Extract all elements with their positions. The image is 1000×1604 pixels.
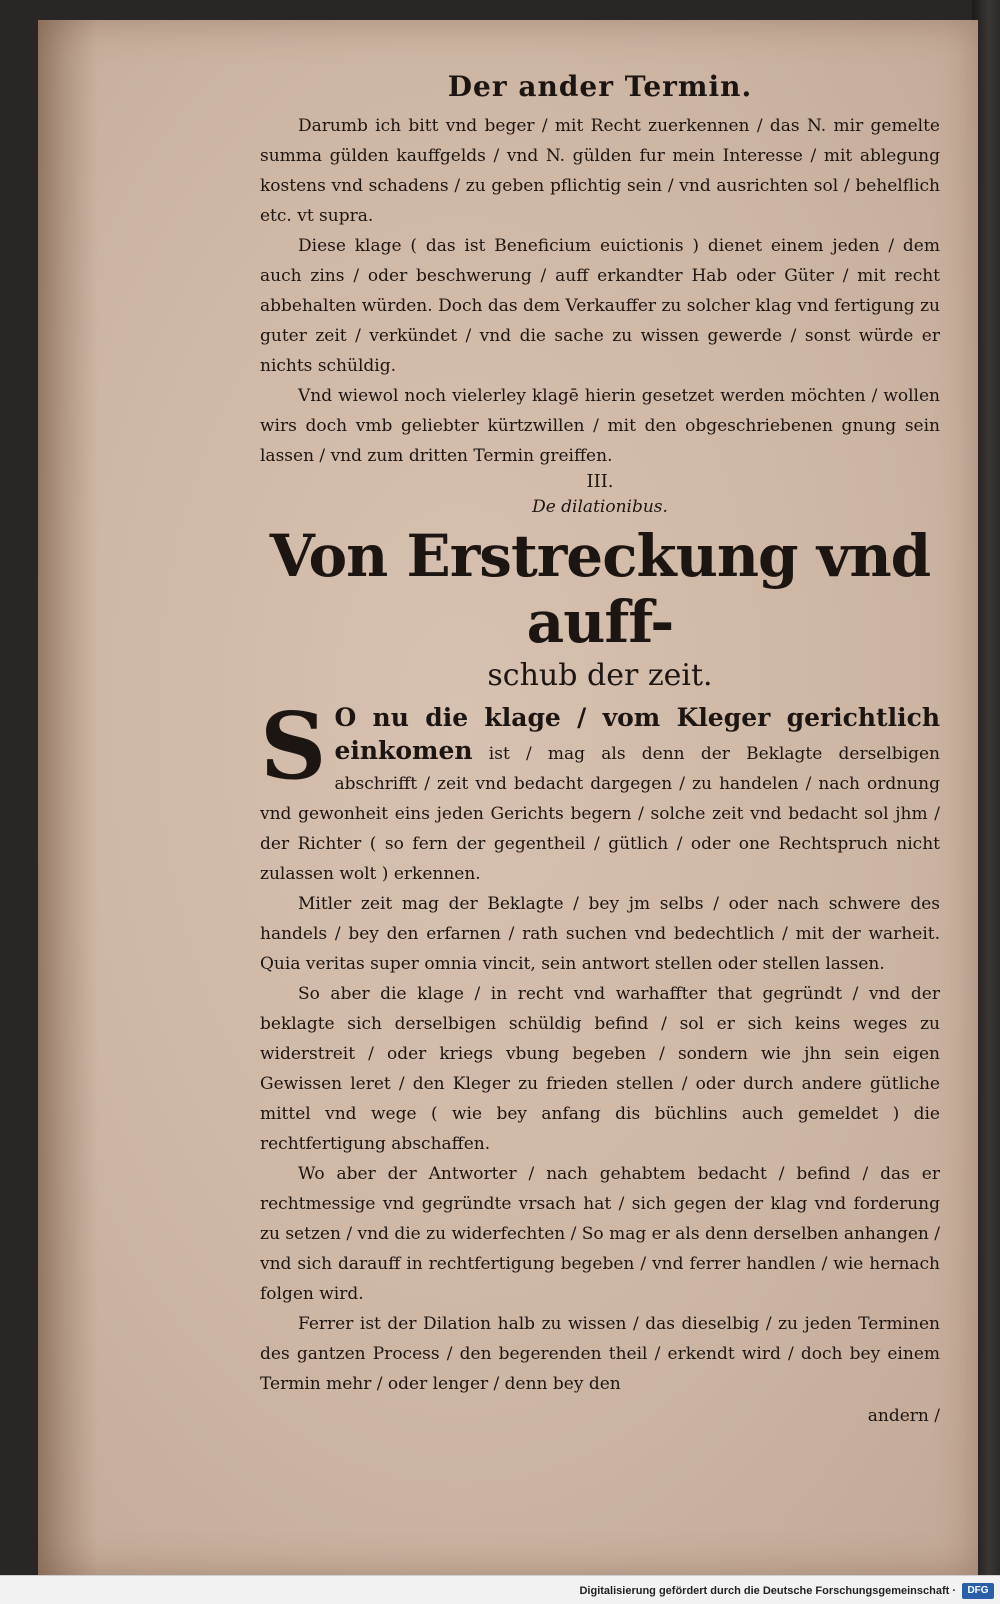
footer-credit: Digitalisierung gefördert durch die Deutsche Forschungsgemeinschaft · — [579, 1585, 956, 1597]
book-page — [38, 20, 978, 1576]
catchword: andern / — [867, 1406, 940, 1426]
paragraph-8: Ferrer ist der Dilation halb zu wissen / das dieselbig / zu jeden Terminen des gantzen Process / den begerenden theil / erkendt wird / doch bey einem Termin mehr / oder lenger / denn bey den — [260, 1314, 940, 1394]
running-head: Der ander Termin. — [447, 70, 753, 103]
spine-shadow — [38, 20, 98, 1576]
paragraph-3: Vnd wiewol noch vielerley klagē hierin gesetzet werden möchten / wollen wirs doch vmb geliebter kürtzwillen / mit den obgeschriebenen gnung sein lassen / vnd zum dritten Termin greiffen. — [260, 386, 940, 466]
footer-bar — [0, 1575, 1000, 1604]
paragraph-4-first-line: O nu die klage / vom Kleger gerichtlich einkomen — [334, 703, 940, 765]
drop-cap: S — [260, 692, 327, 800]
paragraph-1: Darumb ich bitt vnd beger / mit Recht zuerkennen / das N. mir gemelte summa gülden kauffgelds / vnd N. gülden fur mein Interesse / mit ablegung kostens vnd schadens / zu geben pflichtig sein / vnd ausrichten sol / behelflich etc. vt supra. — [260, 116, 940, 226]
paragraph-7: Wo aber der Antworter / nach gehabtem bedacht / befind / das er rechtmessige vnd gegründte vrsach hat / sich gegen der klag vnd forderung zu setzen / vnd die zu widerfechten / So mag er als denn derselben anhangen / vnd sich darauff in rechtfertigung begeben / vnd ferrer handlen / wie hernach folgen wird. — [260, 1164, 940, 1304]
chapter-title: Von Erstreckung vnd auff- — [269, 522, 931, 656]
page-text-block — [260, 70, 940, 1431]
latin-heading: De dilationibus. — [532, 497, 668, 517]
dfg-logo-icon: DFG — [962, 1583, 994, 1599]
paragraph-6: So aber die klage / in recht vnd warhaffter that gegründt / vnd der beklagte sich derselbigen schüldig befind / sol er sich keins weges zu widerstreit / oder kriegs vbung begeben / sondern wie jhn sein eigen Gewissen leret / den Kleger zu frieden stellen / oder durch andere gütliche mittel vnd wege ( wie bey anfang dis büchlins auch gemeldet ) die rechtfertigung abschaffen. — [260, 984, 940, 1154]
chapter-subtitle: schub der zeit. — [487, 658, 713, 693]
paragraph-4-rest: ist / mag als denn der Beklagte derselbigen abschrifft / zeit vnd bedacht dargegen / zu handelen / nach ordnung vnd gewonheit eins jeden Gerichts begern / solche zeit vnd bedacht sol jhm / der Richter ( so fern der gegentheil / gütlich / oder one Rechtspruch nicht zulassen wolt ) erkennen. — [260, 744, 941, 884]
paragraph-2: Diese klage ( das ist Beneficium euictionis ) dienet einem jeden / dem auch zins / oder beschwerung / auff erkandter Hab oder Güter / mit recht abbehalten würden. Doch das dem Verkauffer zu solcher klag vnd fertigung zu guter zeit / verkündet / vnd die sache zu wissen gewerde / sonst würde er nichts schüldig. — [260, 236, 940, 376]
paragraph-4 — [260, 692, 941, 889]
paragraph-5: Mitler zeit mag der Beklagte / bey jm selbs / oder nach schwere des handels / bey den erfarnen / rath suchen vnd bedechtlich / mit der warheit. Quia veritas super omnia vincit, sein antwort stellen oder stellen lassen. — [260, 894, 940, 974]
section-number: III. — [586, 471, 614, 492]
